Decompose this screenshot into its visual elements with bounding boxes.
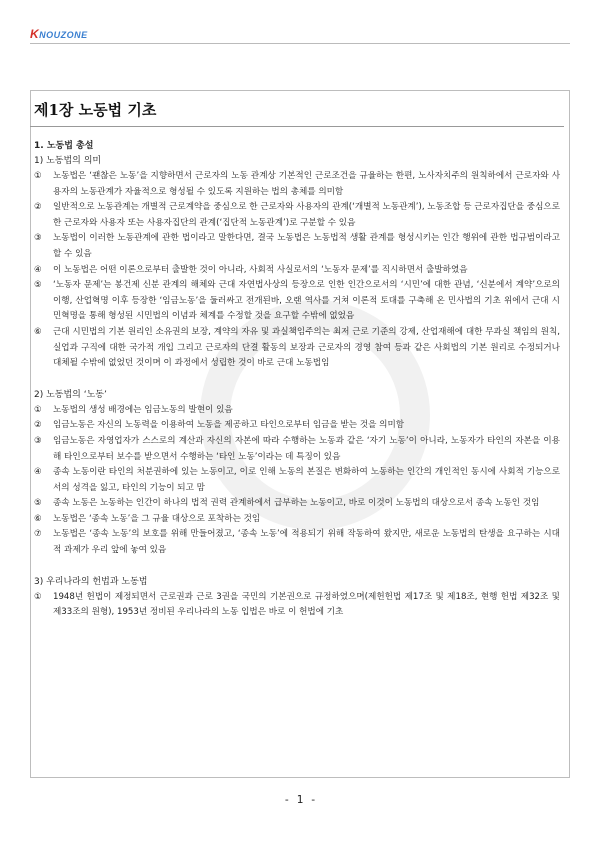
item-number: ② xyxy=(34,420,42,431)
item-number: ⑦ xyxy=(34,529,42,540)
item-text: 근대 시민법의 기본 원리인 소유권의 보장, 계약의 자유 및 과실책임주의는 최저 근로 기준의 강제, 산업재해에 대한 무과실 책임의 원칙, 실업과 구직에 대한 국가적 개입 그리고 근로자의 단결 활동의 보장과 근로자의 경영 참여 등과 같은 사회법의 기본 원리로 수정되거나 대체될 수밖에 없었던 것이며 이 과정에서 성립한 것이 바로 근대 노동법임 xyxy=(53,326,560,369)
item-text: 종속 노동은 노동하는 인간이 하나의 법적 권력 관계하에서 급부하는 노동이고, 바로 이것이 노동법의 대상으로서 종속 노동인 것임 xyxy=(53,498,540,509)
list-item xyxy=(34,263,560,279)
item-number: ② xyxy=(34,202,42,213)
item-number: ⑥ xyxy=(34,326,42,337)
item-text: 임금노동은 자신의 노동력을 이용하여 노동을 제공하고 타인으로부터 임금을 받는 것을 의미함 xyxy=(53,420,405,431)
chapter-title: 제1장 노동법 기초 xyxy=(34,101,157,119)
item-text: 임금노동은 자영업자가 스스로의 계산과 자신의 자본에 따라 수행하는 노동과 같은 ‘자기 노동’이 아니라, 노동자가 타인의 자본을 이용해 타인으로부터 보수를 받으면서 수행하는 ‘타인 노동’이라는 데 특징이 있음 xyxy=(53,435,560,462)
item-number: ④ xyxy=(34,264,42,275)
list-item xyxy=(34,465,560,496)
list-item xyxy=(34,231,560,262)
page-content xyxy=(34,92,560,621)
item-number: ④ xyxy=(34,467,42,478)
item-text: 이 노동법은 어떤 이론으로부터 출발한 것이 아니라, 사회적 사실로서의 ‘노동자 문제’를 직시하면서 출발하였음 xyxy=(53,264,468,275)
item-number: ① xyxy=(34,171,42,181)
list-item xyxy=(34,527,560,558)
subsection-heading: 3) 우리나라의 헌법과 노동법 xyxy=(34,576,148,587)
subsection-heading: 2) 노동법의 ‘노동’ xyxy=(34,389,107,400)
list-item xyxy=(34,418,560,434)
list-item xyxy=(34,590,560,621)
list-item xyxy=(34,169,560,200)
list-item xyxy=(34,278,560,325)
item-text: 종속 노동이란 타인의 처분권하에 있는 노동이고, 이로 인해 노동의 본질은 변화하여 노동하는 인간의 개인적인 동시에 사회적 기능으로서의 성격을 잃고, 타인의 기능이 되고 맘 xyxy=(53,467,560,493)
item-text: 노동법의 생성 배경에는 임금노동의 발현이 있음 xyxy=(53,404,233,415)
item-text: ‘노동자 문제’는 봉건제 신분 관계의 해체와 근대 자연법사상의 등장으로 인한 인간으로서의 ‘시민’에 대한 관념, ‘신분에서 계약’으로의 이행, 산업혁명 이후 등장한 ‘임금노동’을 둘러싸고 전개된바, 오랜 역사를 거쳐 이론적 토대를 구축해 온 민사법의 기초 위에서 근대 시민혁명을 통해 형성된 시민법의 이념과 체계를 수정할 것을 요구할 수밖에 없었음 xyxy=(53,280,560,322)
list-item xyxy=(34,403,560,419)
list-item xyxy=(34,200,560,231)
item-number: ① xyxy=(34,591,42,602)
item-text: 1948년 헌법이 제정되면서 근로권과 근로 3권을 국민의 기본권으로 규정하였으며(제헌헌법 제17조 및 제18조, 현행 헌법 제32조 및 제33조의 원형), 1953년 정비된 우리나라의 노동 입법은 바로 이 헌법에 기초 xyxy=(53,591,560,618)
list-item xyxy=(34,512,560,528)
section-heading: 1. 노동법 총설 xyxy=(34,141,94,151)
subsection-heading: 1) 노동법의 의미 xyxy=(34,156,102,166)
page-number: - 1 - xyxy=(283,793,317,806)
item-text: 노동법은 ‘괜찮은 노동’을 지향하면서 근로자의 노동 관계상 기본적인 근로조건을 규율하는 한편, 노사자치주의 원칙하에서 근로자와 사용자의 노동관계가 자율적으로 형성될 수 있도록 지원하는 법의 총체를 의미함 xyxy=(53,171,560,197)
title-underline xyxy=(30,126,564,127)
item-text: 노동법은 ‘종속 노동’을 그 규율 대상으로 포착하는 것임 xyxy=(53,513,261,524)
item-text: 노동법은 ‘종속 노동’의 보호를 위해 만들어졌고, ‘종속 노동’에 적용되기 위해 작동하여 왔지만, 새로운 노동법의 탄생을 요구하는 시대적 과제가 우리 앞에 놓여 있음 xyxy=(53,529,560,556)
item-list xyxy=(34,590,560,621)
item-number: ⑤ xyxy=(34,280,42,291)
item-text: 일반적으로 노동관계는 개별적 근로계약을 중심으로 한 근로자와 사용자의 관계(‘개별적 노동관계’), 노동조합 등 근로자집단을 중심으로 한 근로자와 사용자 또는 사용자집단의 관계(‘집단적 노동관계’)로 구분할 수 있음 xyxy=(53,202,561,228)
item-list xyxy=(34,169,560,372)
list-item xyxy=(34,434,560,465)
list-item xyxy=(34,496,560,512)
item-number: ⑥ xyxy=(34,513,42,524)
item-number: ⑤ xyxy=(34,498,42,509)
item-number: ③ xyxy=(34,233,42,244)
item-text: 노동법이 이러한 노동관계에 관한 법이라고 말한다면, 결국 노동법은 노동법적 생활 관계를 형성시키는 인간 행위에 관한 법규범이라고 할 수 있음 xyxy=(53,233,560,259)
header-rule xyxy=(30,43,570,44)
item-number: ① xyxy=(34,404,42,415)
item-list xyxy=(34,403,560,559)
list-item xyxy=(34,325,560,372)
knouzone-logo: KNOUZONE xyxy=(30,27,88,41)
item-number: ③ xyxy=(34,435,42,446)
